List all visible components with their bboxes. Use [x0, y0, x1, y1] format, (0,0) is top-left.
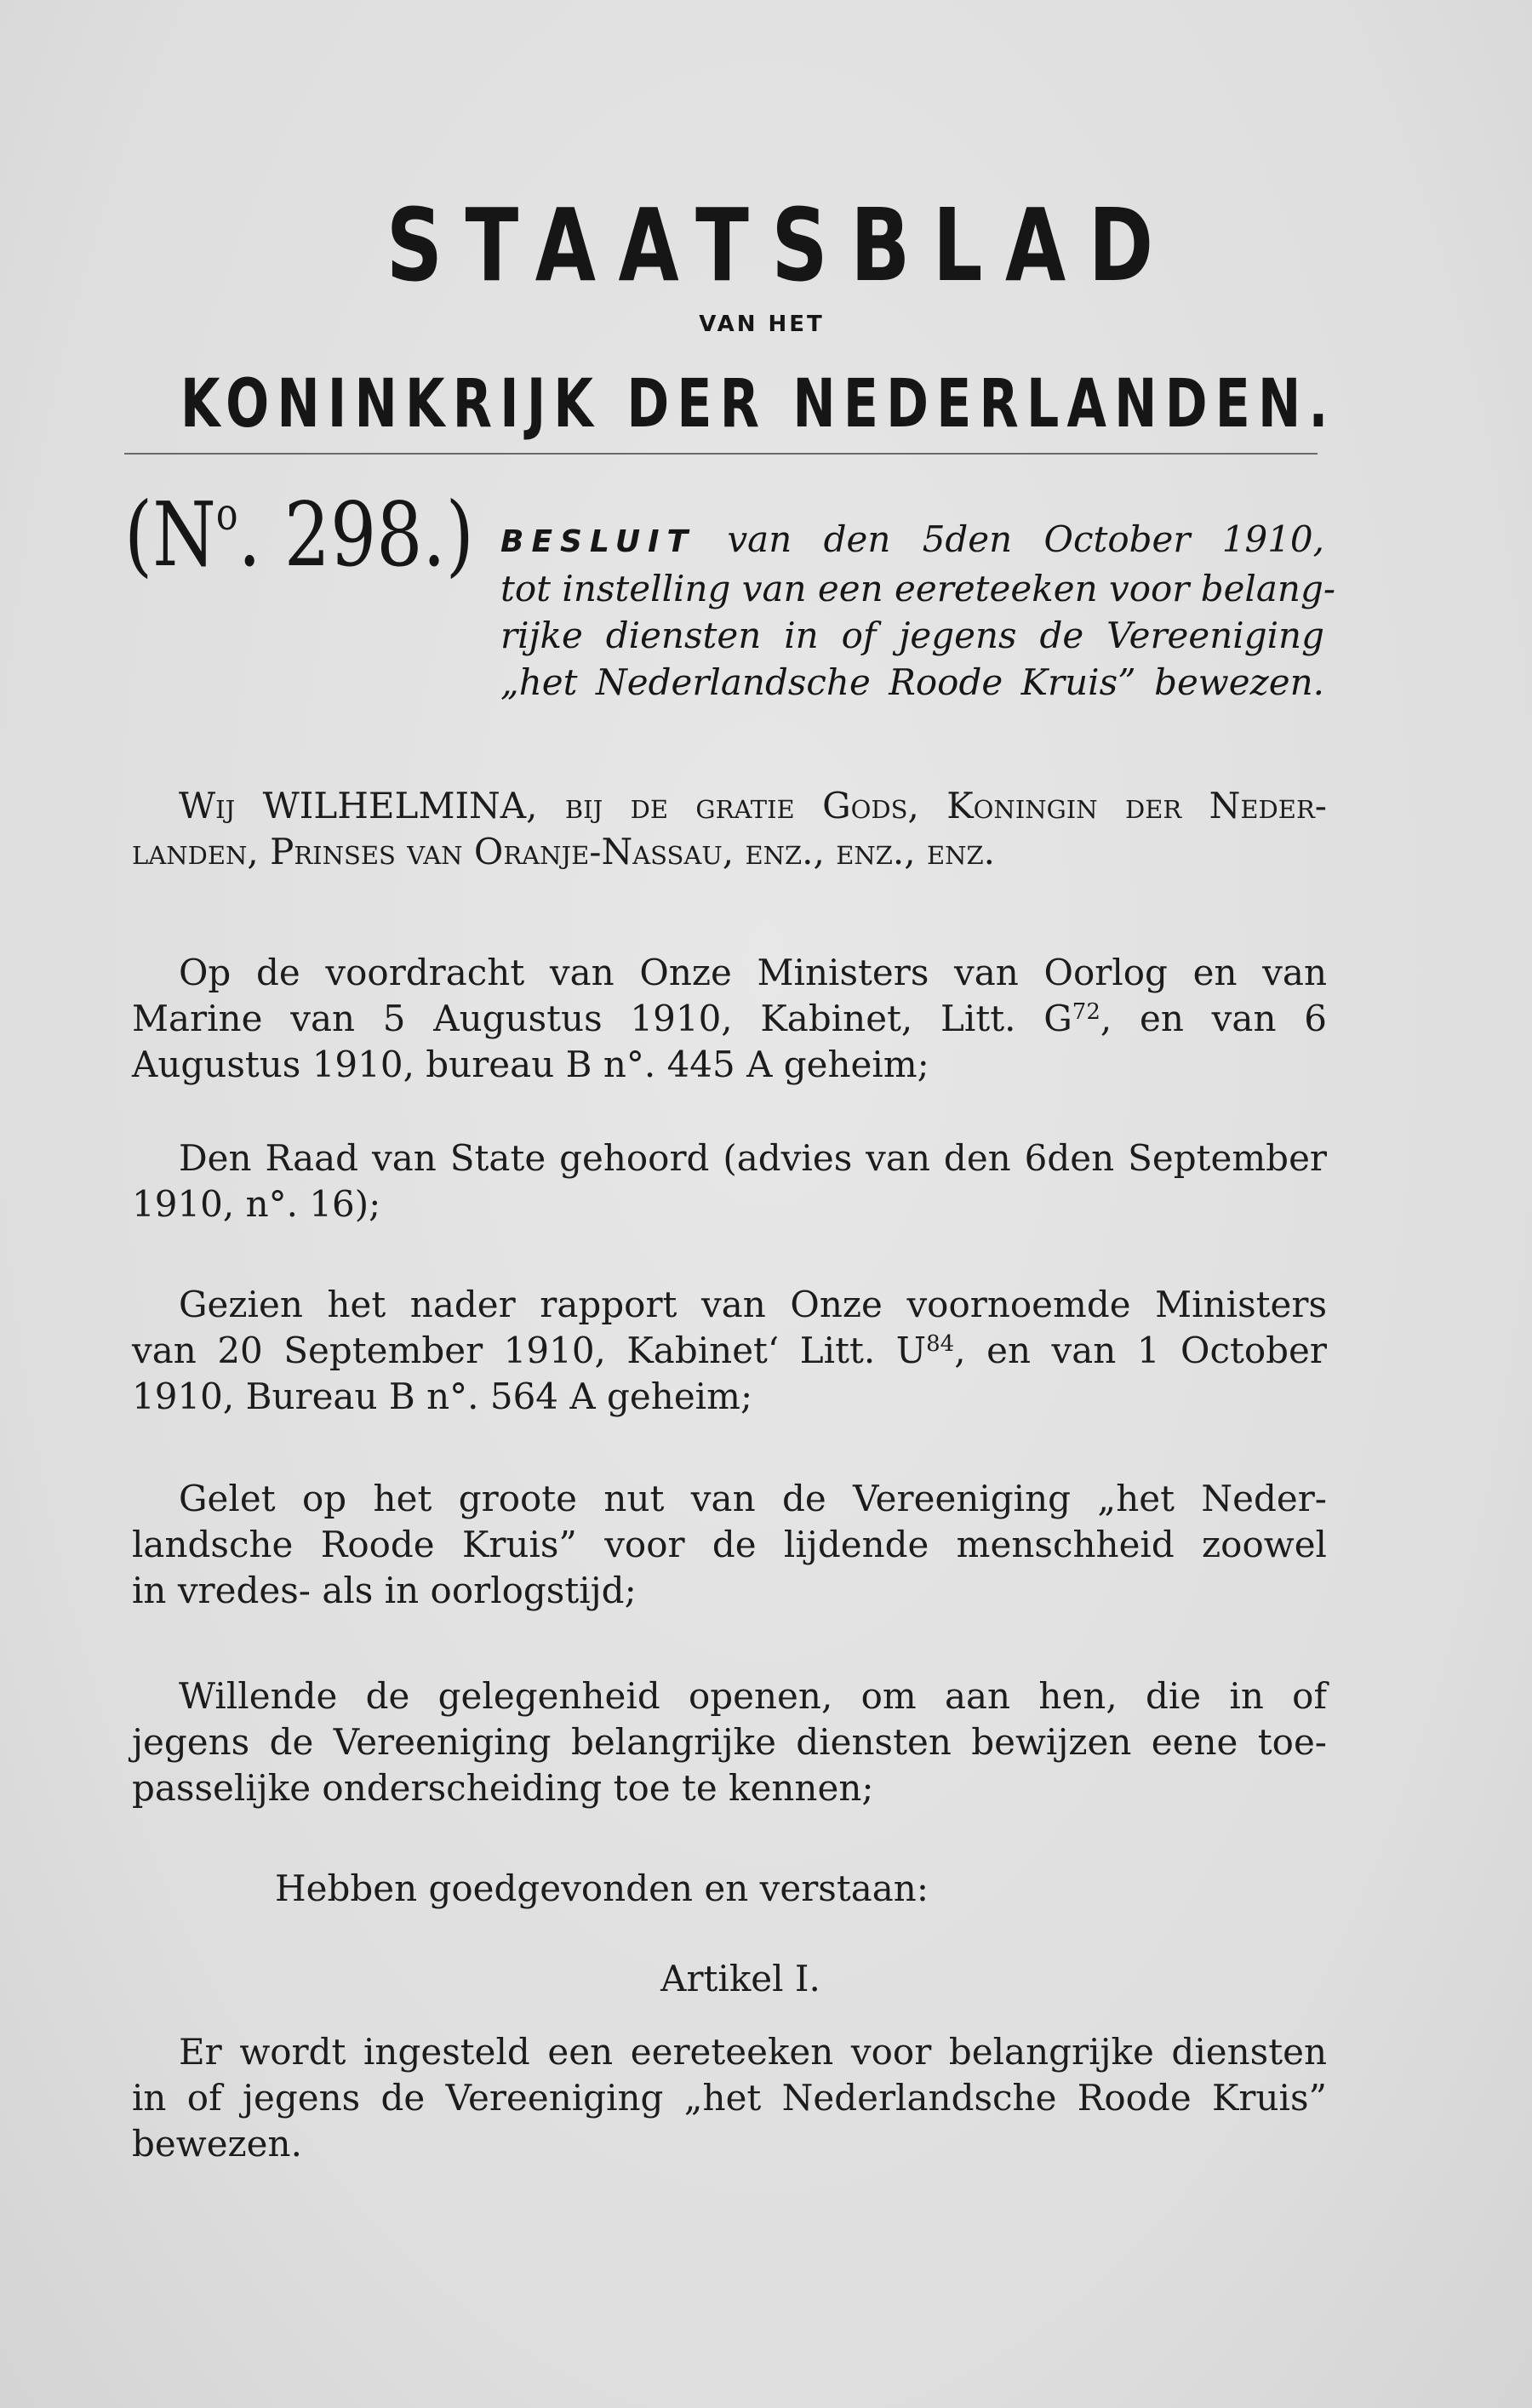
decree-number — [124, 483, 474, 586]
artikel-text — [132, 2029, 1327, 2167]
gelet-line-1: Gelet op het groote nut van de Vereeniging „het Neder- — [179, 1478, 1327, 1519]
decree-line-2: tot instelling van een eereteeken voor belang- — [500, 568, 1336, 609]
artikel-line-1: Er wordt ingesteld een eereteeken voor belangrijke diensten — [179, 2031, 1327, 2073]
besluit-word: BESLUIT — [500, 524, 696, 559]
paragraph-voordracht — [132, 950, 1327, 1088]
decree-line-1-rest: van den 5den October 1910, — [727, 518, 1325, 560]
paragraph-raad — [132, 1135, 1327, 1227]
voordracht-line-2 — [132, 996, 1327, 1042]
masthead-kingdom: KONINKRIJK DER NEDERLANDEN. — [180, 366, 1336, 443]
willende-line-2: jegens de Vereeniging belangrijke diensten bewijzen eene toe- — [132, 1721, 1327, 1763]
paragraph-gelet — [132, 1476, 1327, 1614]
header-rule — [124, 453, 1318, 455]
voordracht-line-2-a: Marine van 5 Augustus 1910, Kabinet, Litt. G — [132, 998, 1072, 1039]
voordracht-line-1: Op de voordracht van Onze Ministers van Oorlog en van — [179, 952, 1327, 993]
raad-line-2: 1910, n°. 16); — [132, 1183, 381, 1225]
decree-line-3: rijke diensten in of jegens de Vereeniging — [500, 615, 1324, 656]
artikel-line-2: in of jegens de Vereeniging „het Nederlandsche Roode Kruis” — [132, 2077, 1327, 2119]
decree-number-prefix: (N — [124, 483, 216, 586]
decree-number-o: o — [215, 489, 238, 541]
gelet-line-3: in vredes- als in oorlogstijd; — [132, 1570, 637, 1611]
preamble-line-2: landen, Prinses van Oranje-Nassau, enz., enz., enz. — [132, 831, 996, 872]
decree-number-value: . 298.) — [237, 483, 474, 586]
gelet-line-2: landsche Roode Kruis” voor de lijdende menschheid zoowel — [132, 1524, 1327, 1565]
masthead-title: STAATSBLAD — [386, 186, 1176, 304]
gezien-line-2 — [132, 1328, 1327, 1374]
gezien-line-2-sup: 84 — [926, 1331, 955, 1357]
voordracht-line-2-b: , en van 6 — [1100, 998, 1327, 1039]
decree-line-4: „het Nederlandsche Roode Kruis” bewezen. — [500, 661, 1324, 703]
paragraph-gezien — [132, 1282, 1327, 1420]
preamble — [132, 783, 1327, 875]
gezien-line-2-b: , en van 1 October — [954, 1330, 1327, 1371]
preamble-line-1: Wij WILHELMINA, bij de gratie Gods, Koningin der Neder- — [179, 785, 1327, 826]
gezien-line-1: Gezien het nader rapport van Onze voornoemde Ministers — [179, 1284, 1327, 1325]
artikel-heading: Artikel I. — [660, 1958, 820, 1999]
raad-line-1: Den Raad van State gehoord (advies van den 6den September — [179, 1137, 1327, 1179]
voordracht-line-3: Augustus 1910, bureau B n°. 445 A geheim; — [132, 1044, 929, 1085]
artikel-line-3: bewezen. — [132, 2123, 302, 2165]
decree-summary — [500, 516, 1336, 706]
voordracht-line-2-sup: 72 — [1072, 999, 1100, 1025]
masthead-subtitle: VAN HET — [699, 312, 825, 337]
willende-line-3: passelijke onderscheiding toe te kennen; — [132, 1767, 874, 1809]
willende-line-1: Willende de gelegenheid openen, om aan hen, die in of — [179, 1675, 1327, 1717]
gezien-line-3: 1910, Bureau B n°. 564 A geheim; — [132, 1376, 753, 1417]
paragraph-willende — [132, 1673, 1327, 1811]
gezien-line-2-a: van 20 September 1910, Kabinet‘ Litt. U — [132, 1330, 927, 1371]
hebben-text: Hebben goedgevonden en verstaan: — [275, 1867, 929, 1909]
hebben-line — [132, 1866, 1327, 1912]
decree-line-1 — [500, 516, 1324, 565]
